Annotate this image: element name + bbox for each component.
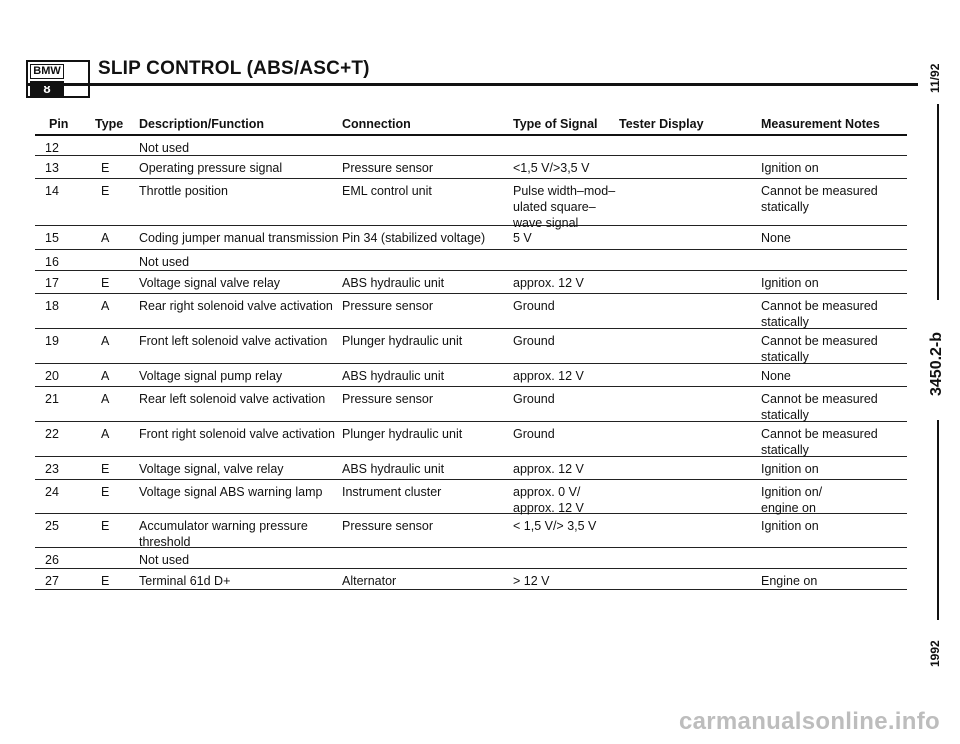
cell-desc: Throttle position <box>139 184 228 198</box>
cell-desc: Voltage signal, valve relay <box>139 462 284 476</box>
table-row <box>35 387 907 422</box>
side-margin <box>930 60 946 680</box>
cell-signal: approx. 12 V <box>513 276 584 290</box>
header-type: Type <box>95 117 124 131</box>
cell-desc: Rear left solenoid valve activation <box>139 392 326 406</box>
cell-signal: Ground <box>513 334 555 348</box>
cell-desc: Not used <box>139 553 190 567</box>
cell-desc: Front left solenoid valve activation <box>139 334 328 348</box>
cell-conn: ABS hydraulic unit <box>342 369 445 383</box>
cell-signal: <1,5 V/>3,5 V <box>513 161 590 175</box>
cell-notes: None <box>761 369 791 383</box>
cell-notes: Ignition on/ engine on <box>761 485 823 515</box>
cell-desc: Voltage signal pump relay <box>139 369 283 383</box>
cell-type: A <box>101 334 110 348</box>
cell-pin: 18 <box>45 299 59 313</box>
cell-desc: Coding jumper manual transmission <box>139 231 339 245</box>
cell-type: A <box>101 427 110 441</box>
table-row <box>35 569 907 590</box>
cell-conn: Instrument cluster <box>342 485 442 499</box>
cell-type: A <box>101 369 110 383</box>
cell-pin: 13 <box>45 161 59 175</box>
header-notes: Measurement Notes <box>761 117 880 131</box>
cell-pin: 26 <box>45 553 59 567</box>
cell-type: E <box>101 519 110 533</box>
table-body <box>35 136 907 590</box>
cell-pin: 24 <box>45 485 59 499</box>
table-row <box>35 329 907 364</box>
table-row <box>35 548 907 569</box>
side-rule-bottom <box>937 420 939 620</box>
cell-notes: Cannot be measured statically <box>761 299 878 329</box>
cell-conn: Plunger hydraulic unit <box>342 334 463 348</box>
header-description: Description/Function <box>139 117 264 131</box>
cell-conn: Pin 34 (stabilized voltage) <box>342 231 486 245</box>
table-row <box>35 179 907 230</box>
table-row <box>35 514 907 548</box>
cell-notes: None <box>761 231 791 245</box>
cell-conn: ABS hydraulic unit <box>342 462 445 476</box>
cell-conn: Alternator <box>342 574 397 588</box>
cell-desc: Front right solenoid valve activation <box>139 427 335 441</box>
table-row <box>35 294 907 329</box>
cell-conn: Pressure sensor <box>342 519 434 533</box>
header-pin: Pin <box>49 117 69 131</box>
cell-notes: Cannot be measured statically <box>761 392 878 422</box>
table-row <box>35 226 907 250</box>
cell-desc: Accumulator warning pressure threshold <box>139 519 308 549</box>
cell-pin: 17 <box>45 276 59 290</box>
header-signal: Type of Signal <box>513 117 598 131</box>
cell-notes: Cannot be measured statically <box>761 184 878 214</box>
cell-signal: 5 V <box>513 231 532 245</box>
cell-pin: 20 <box>45 369 59 383</box>
page-title: SLIP CONTROL (ABS/ASC+T) <box>98 58 370 79</box>
cell-conn: ABS hydraulic unit <box>342 276 445 290</box>
cell-pin: 23 <box>45 462 59 476</box>
cell-pin: 19 <box>45 334 59 348</box>
cell-notes: Engine on <box>761 574 818 588</box>
cell-pin: 21 <box>45 392 59 406</box>
bmw-logo-text: BMW <box>30 64 64 79</box>
cell-pin: 12 <box>45 141 59 155</box>
cell-signal: Pulse width–mod– ulated square– wave signal <box>513 184 616 230</box>
cell-desc: Not used <box>139 255 190 269</box>
cell-signal: approx. 12 V <box>513 462 584 476</box>
cell-signal: < 1,5 V/> 3,5 V <box>513 519 597 533</box>
cell-type: E <box>101 184 110 198</box>
cell-desc: Rear right solenoid valve activation <box>139 299 333 313</box>
cell-signal: Ground <box>513 392 555 406</box>
bmw-8-logo <box>26 60 90 98</box>
watermark: carmanualsonline.info <box>678 708 940 735</box>
cell-conn: Pressure sensor <box>342 392 434 406</box>
cell-type: A <box>101 231 110 245</box>
side-date: 11/92 <box>928 63 942 93</box>
cell-pin: 22 <box>45 427 59 441</box>
cell-pin: 25 <box>45 519 59 533</box>
cell-signal: Ground <box>513 427 555 441</box>
cell-signal: Ground <box>513 299 555 313</box>
cell-notes: Cannot be measured statically <box>761 427 878 457</box>
header-connection: Connection <box>342 117 411 131</box>
cell-signal: approx. 0 V/ approx. 12 V <box>513 485 584 515</box>
table-row <box>35 480 907 514</box>
cell-conn: Plunger hydraulic unit <box>342 427 463 441</box>
cell-signal: approx. 12 V <box>513 369 584 383</box>
header-tester: Tester Display <box>619 117 704 131</box>
cell-notes: Ignition on <box>761 276 819 290</box>
cell-type: E <box>101 485 110 499</box>
cell-desc: Terminal 61d D+ <box>139 574 231 588</box>
side-rule-top <box>937 104 939 300</box>
table-row <box>35 457 907 480</box>
cell-type: A <box>101 299 110 313</box>
table-row <box>35 250 907 271</box>
cell-pin: 27 <box>45 574 59 588</box>
cell-pin: 16 <box>45 255 59 269</box>
table-row <box>35 136 907 156</box>
cell-notes: Cannot be measured statically <box>761 334 878 364</box>
cell-conn: EML control unit <box>342 184 432 198</box>
cell-type: E <box>101 276 110 290</box>
cell-desc: Operating pressure signal <box>139 161 283 175</box>
pin-table <box>35 114 907 590</box>
cell-type: E <box>101 574 110 588</box>
side-year: 1992 <box>928 640 942 668</box>
cell-desc: Not used <box>139 141 190 155</box>
table-header <box>35 114 907 136</box>
cell-type: A <box>101 392 110 406</box>
cell-desc: Voltage signal valve relay <box>139 276 281 290</box>
cell-pin: 14 <box>45 184 59 198</box>
table-row <box>35 364 907 387</box>
cell-notes: Ignition on <box>761 462 819 476</box>
cell-conn: Pressure sensor <box>342 161 434 175</box>
cell-notes: Ignition on <box>761 161 819 175</box>
side-code: 3450.2-b <box>928 331 945 397</box>
cell-signal: > 12 V <box>513 574 550 588</box>
cell-notes: Ignition on <box>761 519 819 533</box>
cell-desc: Voltage signal ABS warning lamp <box>139 485 323 499</box>
table-row <box>35 156 907 179</box>
table-row <box>35 271 907 294</box>
title-rule <box>26 83 918 86</box>
cell-type: E <box>101 462 110 476</box>
model-8-badge: 8 <box>30 81 64 96</box>
cell-pin: 15 <box>45 231 59 245</box>
cell-conn: Pressure sensor <box>342 299 434 313</box>
table-row <box>35 422 907 457</box>
cell-type: E <box>101 161 110 175</box>
